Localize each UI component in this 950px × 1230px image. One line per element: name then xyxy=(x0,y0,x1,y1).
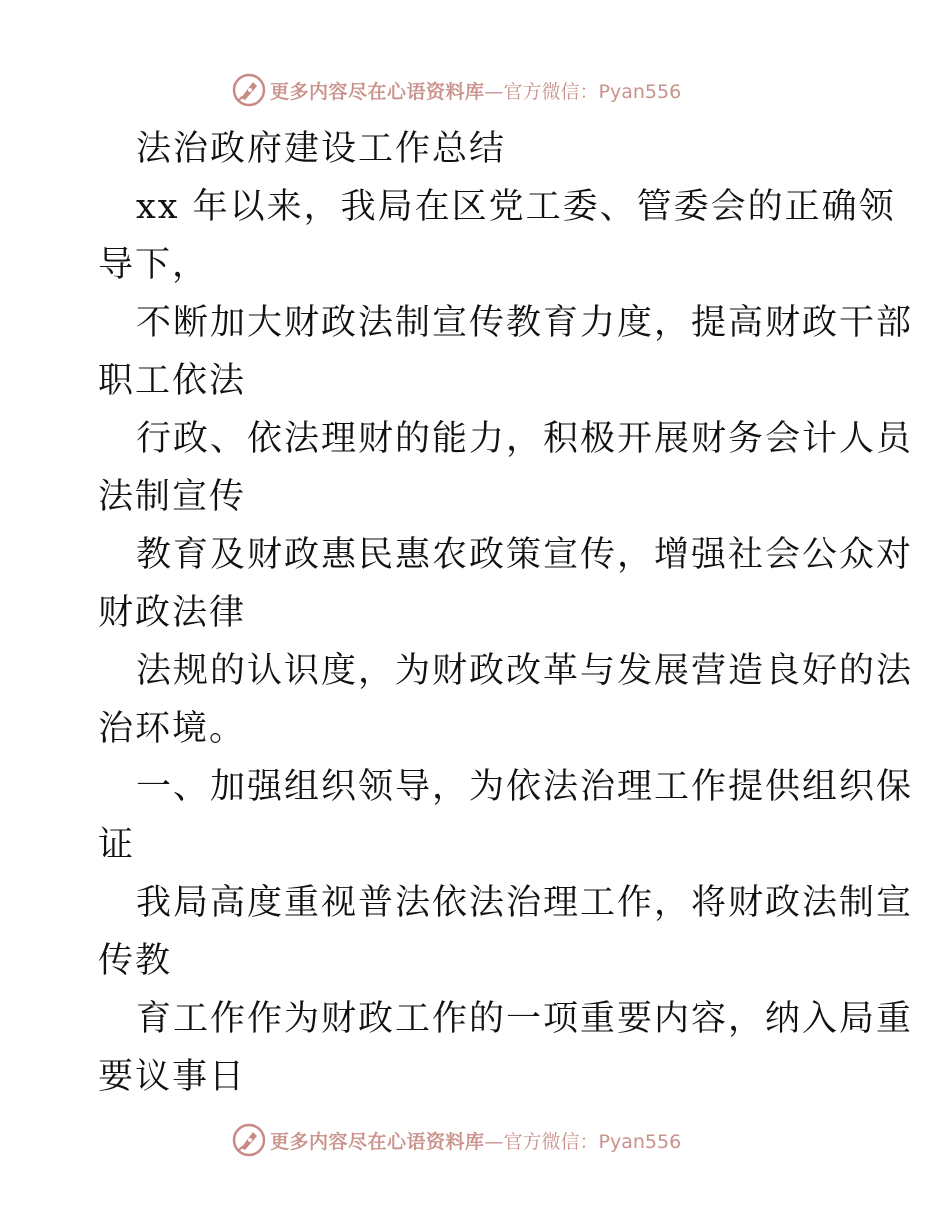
text-line: 法制宣传 xyxy=(98,477,247,517)
document-body xyxy=(98,120,914,1106)
text-line: 教育及财政惠民惠农政策宣传，增强社会公众对 xyxy=(136,535,914,575)
text-line: 职工依法 xyxy=(98,361,247,401)
document-title: 法治政府建设工作总结 xyxy=(136,129,507,169)
watermark-brand: 更多内容尽在心语资料库 xyxy=(270,80,485,103)
watermark-footer xyxy=(232,1120,732,1160)
section-heading-continued: 证 xyxy=(98,825,136,865)
pen-nib-logo-icon xyxy=(232,1123,266,1157)
watermark-contact: —官方微信：Pyan556 xyxy=(484,1130,682,1153)
watermark-header xyxy=(232,70,732,110)
text-line: 导下， xyxy=(98,245,210,285)
text-line: 法规的认识度，为财政改革与发展营造良好的法 xyxy=(136,651,914,691)
text-line: 不断加大财政法制宣传教育力度，提高财政干部 xyxy=(136,303,914,343)
text-line: xx 年以来，我局在区党工委、管委会的正确领 xyxy=(136,187,896,227)
text-line: 财政法律 xyxy=(98,593,247,633)
text-line: 我局高度重视普法依法治理工作，将财政法制宣 xyxy=(136,883,914,923)
pen-nib-logo-icon xyxy=(232,73,266,107)
text-line: 要议事日 xyxy=(98,1057,247,1097)
text-line: 治环境。 xyxy=(98,709,247,749)
text-line: 育工作作为财政工作的一项重要内容，纳入局重 xyxy=(136,999,914,1039)
text-line: 行政、依法理财的能力，积极开展财务会计人员 xyxy=(136,419,914,459)
section-heading: 一、加强组织领导，为依法治理工作提供组织保 xyxy=(136,767,914,807)
text-line: 传教 xyxy=(98,941,173,981)
watermark-brand: 更多内容尽在心语资料库 xyxy=(270,1130,485,1153)
watermark-contact: —官方微信：Pyan556 xyxy=(484,80,682,103)
